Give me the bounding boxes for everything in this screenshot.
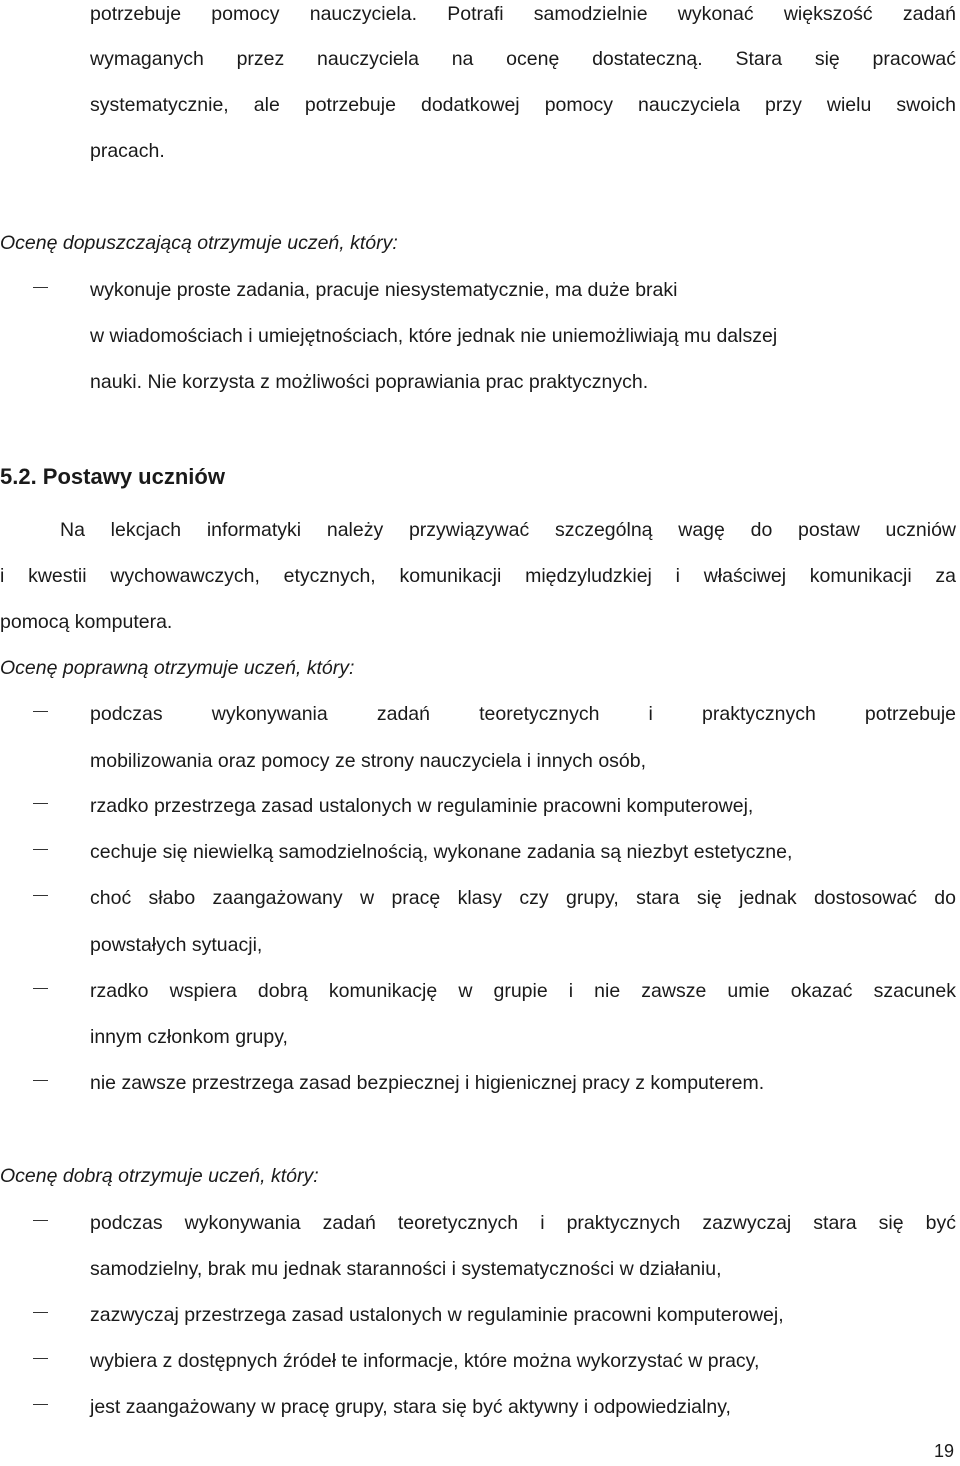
paragraph-line: systematycznie, ale potrzebuje dodatkowej pomocy nauczyciela przy wielu swoich (90, 94, 956, 116)
dash-bullet-icon (33, 287, 48, 288)
dash-bullet-icon (33, 803, 48, 804)
list-item-line: innym członkom grupy, (90, 1026, 288, 1048)
list-item-line: podczas wykonywania zadań teoretycznych i praktycznych potrzebuje (90, 703, 956, 725)
paragraph-line: potrzebuje pomocy nauczyciela. Potrafi samodzielnie wykonać większość zadań (90, 3, 956, 25)
grade-poprawna-title: Ocenę poprawną otrzymuje uczeń, który: (0, 657, 355, 679)
list-item-line: nauki. Nie korzysta z możliwości poprawiania prac praktycznych. (90, 371, 649, 393)
list-item-line: mobilizowania oraz pomocy ze strony nauczyciela i innych osób, (90, 750, 647, 772)
section-heading: 5.2. Postawy uczniów (0, 464, 225, 489)
list-item-line: rzadko przestrzega zasad ustalonych w regulaminie pracowni komputerowej, (90, 795, 754, 817)
list-item-line: wykonuje proste zadania, pracuje niesystematycznie, ma duże braki (90, 279, 678, 301)
page-number: 19 (933, 1441, 954, 1461)
dash-bullet-icon (33, 1220, 48, 1221)
list-item-line: podczas wykonywania zadań teoretycznych i praktycznych zazwyczaj stara się być (90, 1212, 956, 1234)
list-item-line: nie zawsze przestrzega zasad bezpiecznej i higienicznej pracy z komputerem. (90, 1072, 765, 1094)
list-item-line: powstałych sytuacji, (90, 934, 263, 956)
list-item-line: zazwyczaj przestrzega zasad ustalonych w regulaminie pracowni komputerowej, (90, 1304, 784, 1326)
dash-bullet-icon (33, 1312, 48, 1313)
list-item-line: jest zaangażowany w pracę grupy, stara się być aktywny i odpowiedzialny, (90, 1396, 731, 1418)
paragraph-line: Na lekcjach informatyki należy przywiązywać szczególną wagę do postaw uczniów (60, 519, 956, 541)
grade-dopuszczajaca-title: Ocenę dopuszczającą otrzymuje uczeń, który: (0, 232, 398, 254)
dash-bullet-icon (33, 1358, 48, 1359)
list-item-line: rzadko wspiera dobrą komunikację w grupie i nie zawsze umie okazać szacunek (90, 980, 956, 1002)
dash-bullet-icon (33, 849, 48, 850)
list-item-line: choć słabo zaangażowany w pracę klasy czy grupy, stara się jednak dostosować do (90, 887, 956, 909)
dash-bullet-icon (33, 988, 48, 989)
list-item-line: wybiera z dostępnych źródeł te informacje, które można wykorzystać w pracy, (90, 1350, 760, 1372)
dash-bullet-icon (33, 1080, 48, 1081)
grade-dobra-title: Ocenę dobrą otrzymuje uczeń, który: (0, 1165, 319, 1187)
list-item-line: w wiadomościach i umiejętnościach, które jednak nie uniemożliwiają mu dalszej (90, 325, 778, 347)
list-item-line: samodzielny, brak mu jednak staranności i systematyczności w działaniu, (90, 1258, 722, 1280)
paragraph-line: pomocą komputera. (0, 611, 173, 633)
paragraph-line: pracach. (90, 140, 165, 162)
list-item-line: cechuje się niewielką samodzielnością, wykonane zadania są niezbyt estetyczne, (90, 841, 793, 863)
dash-bullet-icon (33, 711, 48, 712)
dash-bullet-icon (33, 1404, 48, 1405)
paragraph-line: i kwestii wychowawczych, etycznych, komunikacji międzyludzkiej i właściwej komunikacji za (0, 565, 956, 587)
paragraph-line: wymaganych przez nauczyciela na ocenę dostateczną. Stara się pracować (90, 48, 956, 70)
dash-bullet-icon (33, 895, 48, 896)
